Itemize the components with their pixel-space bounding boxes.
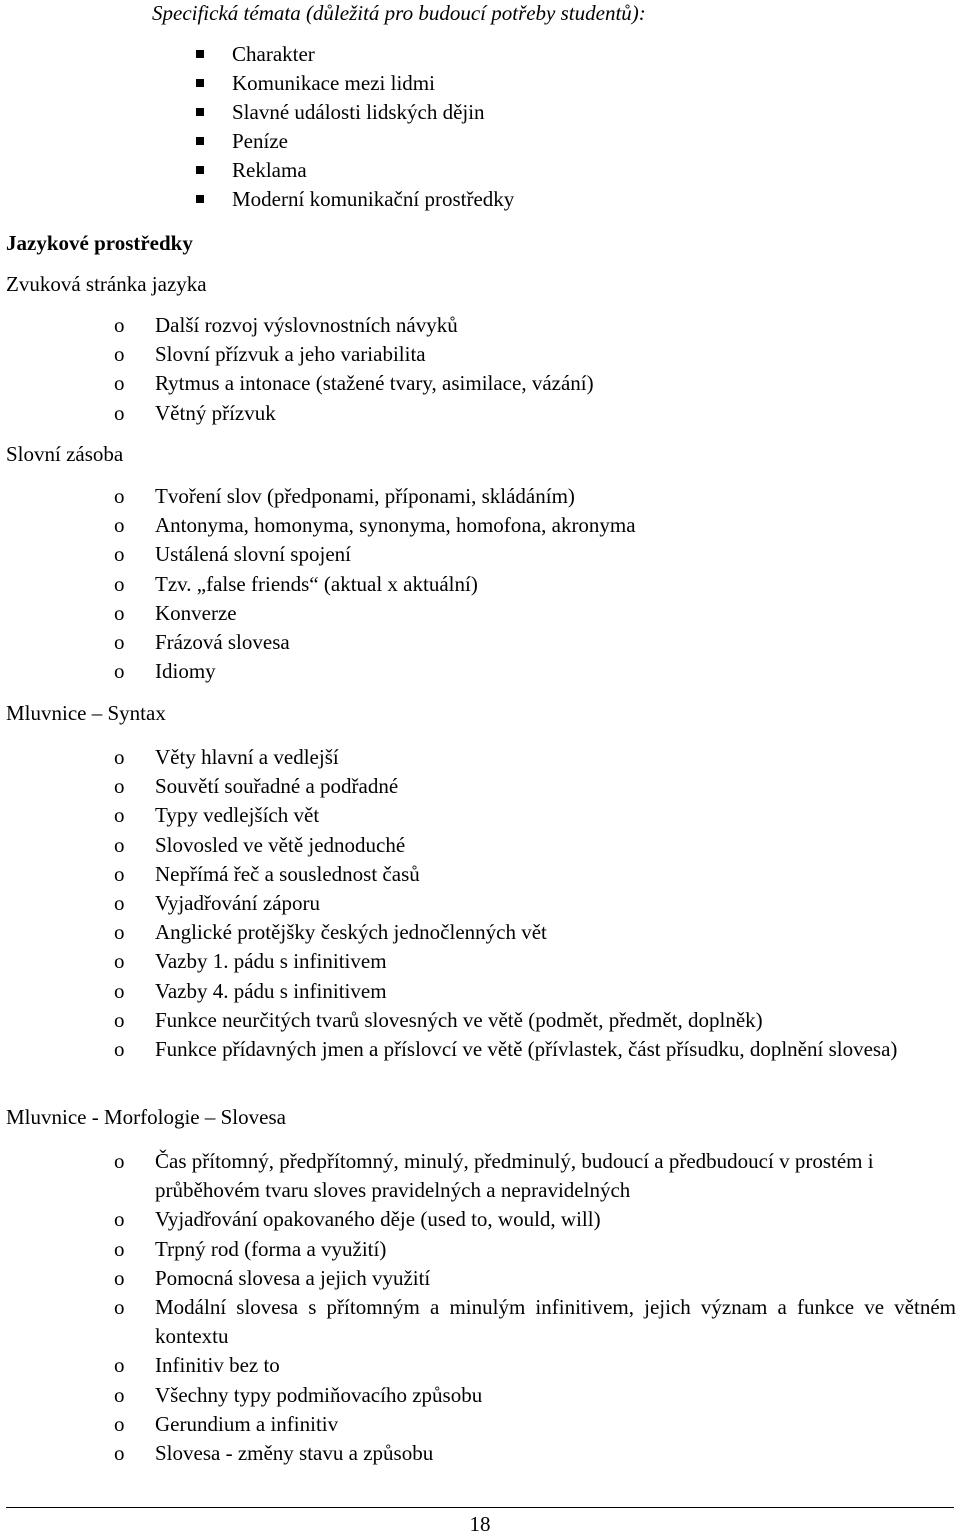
square-bullet-icon [196, 50, 204, 58]
list-item: o Vazby 4. pádu s infinitivem [114, 977, 956, 1006]
phonology-list [114, 311, 956, 428]
circle-bullet-icon: o [114, 1295, 125, 1320]
morphology-list [114, 1147, 956, 1468]
circle-bullet-icon: o [114, 313, 125, 337]
page-number: 18 [469, 1512, 491, 1536]
circle-bullet-icon: o [114, 484, 125, 508]
circle-bullet-icon: o [114, 891, 125, 916]
square-bullet-icon [196, 137, 204, 145]
footer-divider [6, 1507, 954, 1508]
list-item: o Pomocná slovesa a jejich využití [114, 1264, 956, 1293]
list-item: o Infinitiv bez to [114, 1351, 956, 1380]
circle-bullet-icon: o [114, 1265, 125, 1290]
circle-bullet-icon: o [114, 513, 125, 538]
list-item: o Všechny typy podmiňovacího způsobu [114, 1381, 956, 1410]
specific-topics-list [196, 40, 514, 214]
circle-bullet-icon: o [114, 1236, 125, 1261]
list-item: o Vazby 1. pádu s infinitivem [114, 947, 956, 976]
list-item: o Tzv. „false friends“ (aktual x aktuální) [114, 570, 956, 599]
circle-bullet-icon: o [114, 861, 125, 886]
list-item: o Konverze [114, 599, 956, 628]
square-bullet-icon [196, 195, 204, 203]
list-item: o Trpný rod (forma a využití) [114, 1235, 956, 1264]
circle-bullet-icon: o [114, 1441, 125, 1466]
list-item: Charakter [196, 40, 514, 69]
circle-bullet-icon: o [114, 978, 125, 1003]
list-item: o Anglické protějšky českých jednočlenných vět [114, 918, 956, 947]
list-item: o Vyjadřování záporu [114, 889, 956, 918]
list-item: o Další rozvoj výslovnostních návyků [114, 311, 956, 340]
circle-bullet-icon: o [114, 400, 125, 425]
list-item: o Souvětí souřadné a podřadné [114, 772, 956, 801]
circle-bullet-icon: o [114, 1007, 125, 1032]
specific-topics-title: Specifická témata (důležitá pro budoucí potřeby studentů): [152, 1, 646, 25]
list-item: o Rytmus a intonace (stažené tvary, asimilace, vázání) [114, 369, 956, 398]
circle-bullet-icon: o [114, 832, 125, 857]
circle-bullet-icon: o [114, 1149, 125, 1173]
list-item: o Typy vedlejších vět [114, 801, 956, 830]
circle-bullet-icon: o [114, 1382, 125, 1407]
list-item: o Větný přízvuk [114, 399, 956, 428]
vocabulary-list [114, 482, 956, 686]
phonology-heading: Zvuková stránka jazyka [6, 272, 207, 296]
circle-bullet-icon: o [114, 774, 125, 799]
circle-bullet-icon: o [114, 745, 125, 769]
list-item: o Funkce neurčitých tvarů slovesných ve větě (podmět, předmět, doplněk) [114, 1006, 956, 1035]
square-bullet-icon [196, 108, 204, 116]
list-item: o Ustálená slovní spojení [114, 540, 956, 569]
list-item: o Antonyma, homonyma, synonyma, homofona, akronyma [114, 511, 956, 540]
list-item: o Čas přítomný, předpřítomný, minulý, předminulý, budoucí a předbudoucí v prostém i průběhovém tvaru sloves pravidelných a nepravidelných [114, 1149, 874, 1203]
list-item: o Frázová slovesa [114, 628, 956, 657]
circle-bullet-icon: o [114, 371, 125, 396]
circle-bullet-icon: o [114, 542, 125, 567]
syntax-list [114, 743, 956, 1064]
square-bullet-icon [196, 79, 204, 87]
circle-bullet-icon: o [114, 1207, 125, 1232]
list-item: o Slovesa - změny stavu a způsobu [114, 1439, 956, 1468]
list-item: Slavné události lidských dějin [196, 98, 514, 127]
syntax-heading: Mluvnice – Syntax [6, 701, 166, 725]
circle-bullet-icon: o [114, 920, 125, 945]
circle-bullet-icon: o [114, 1411, 125, 1436]
circle-bullet-icon: o [114, 630, 125, 655]
list-item: Komunikace mezi lidmi [196, 69, 514, 98]
vocabulary-heading: Slovní zásoba [6, 442, 124, 466]
circle-bullet-icon: o [114, 949, 125, 974]
list-item: o Vyjadřování opakovaného děje (used to, would, will) [114, 1205, 956, 1234]
list-item: o Idiomy [114, 657, 956, 686]
circle-bullet-icon: o [114, 342, 125, 367]
circle-bullet-icon: o [114, 571, 125, 596]
list-item: o Slovní přízvuk a jeho variabilita [114, 340, 956, 369]
circle-bullet-icon: o [114, 803, 125, 828]
morphology-heading: Mluvnice - Morfologie – Slovesa [6, 1105, 286, 1129]
language-means-heading: Jazykové prostředky [6, 231, 193, 255]
circle-bullet-icon: o [114, 1037, 125, 1062]
circle-bullet-icon: o [114, 1353, 125, 1378]
circle-bullet-icon: o [114, 600, 125, 625]
list-item: o Modální slovesa s přítomným a minulým infinitivem, jejich význam a funkce ve větném kontextu [114, 1295, 956, 1349]
list-item: Reklama [196, 156, 514, 185]
list-item: o Tvoření slov (předponami, příponami, skládáním) [114, 482, 956, 511]
list-item: Moderní komunikační prostředky [196, 185, 514, 214]
list-item: o Gerundium a infinitiv [114, 1410, 956, 1439]
list-item: o Slovosled ve větě jednoduché [114, 831, 956, 860]
circle-bullet-icon: o [114, 659, 125, 684]
list-item: o Nepřímá řeč a souslednost časů [114, 860, 956, 889]
list-item: Peníze [196, 127, 514, 156]
list-item: o Funkce přídavných jmen a příslovcí ve větě (přívlastek, část přísudku, doplnění slovesa) [114, 1035, 956, 1064]
square-bullet-icon [196, 166, 204, 174]
list-item: o Věty hlavní a vedlejší [114, 743, 956, 772]
